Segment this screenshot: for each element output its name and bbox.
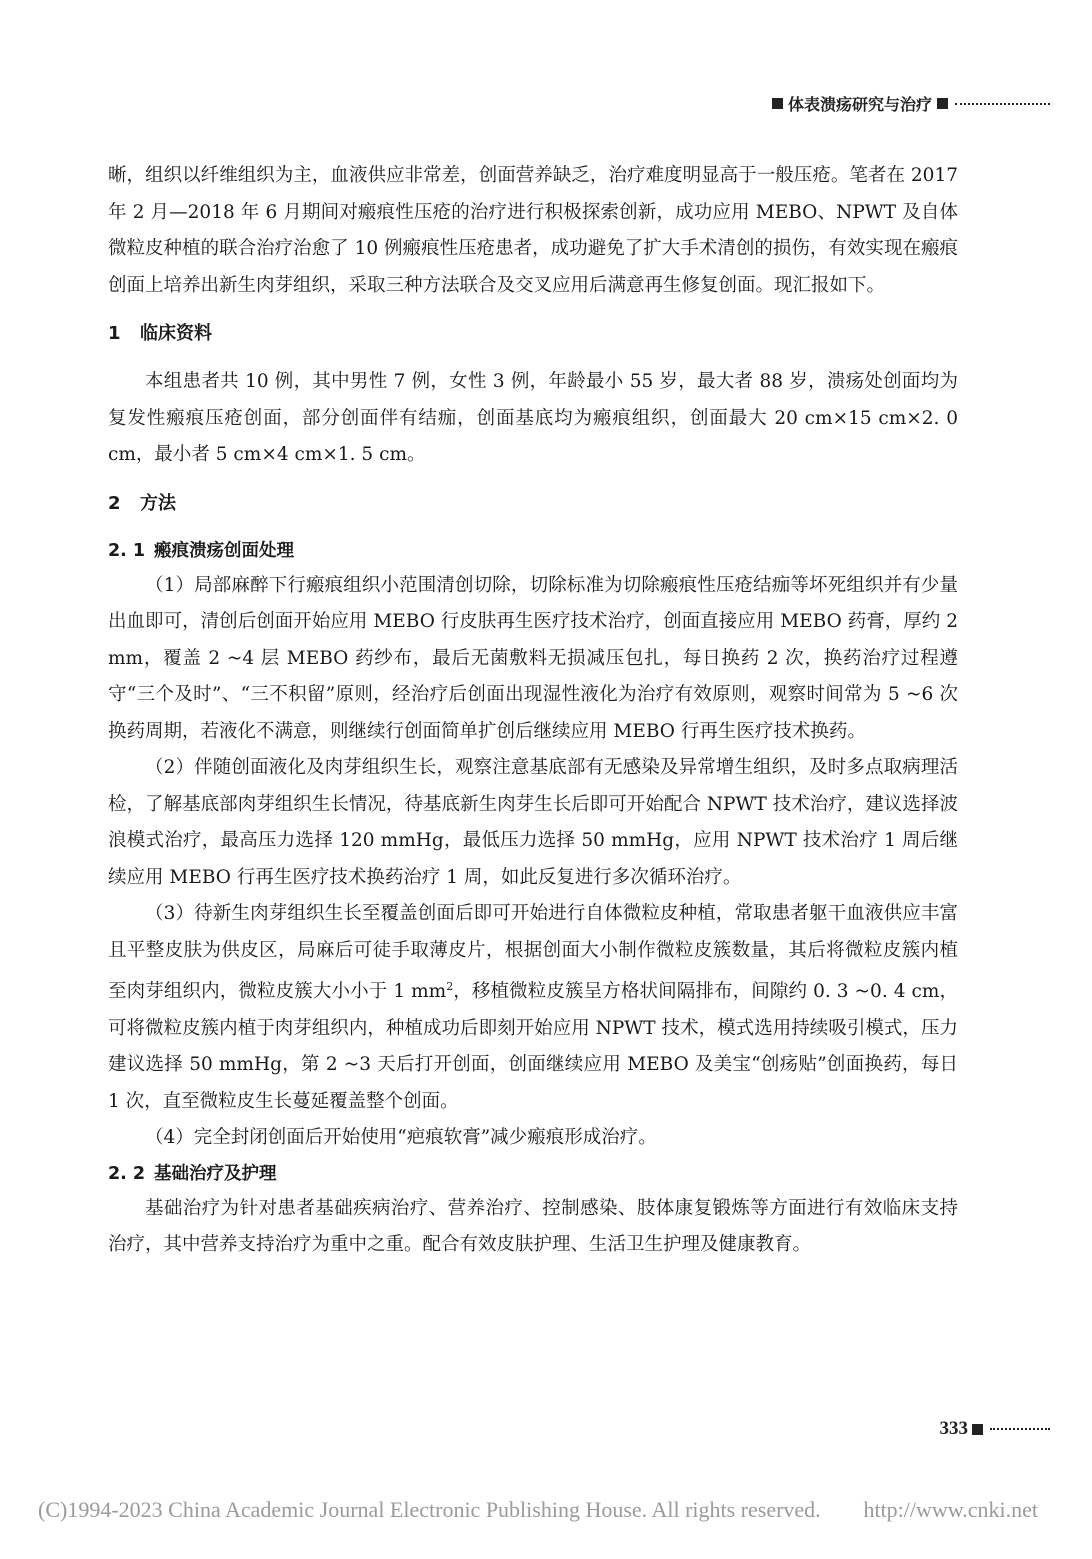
copyright-watermark [38, 1497, 1038, 1523]
method-paragraph-1: （1）局部麻醉下行瘢痕组织小范围清创切除，切除标准为切除瘢痕性压疮结痂等坏死组织并有少量出血即可，清创后创面开始应用 MEBO 行皮肤再生医疗技术治疗，创面直接应用 MEBO 药膏，厚约 2 mm，覆盖 2 ~4 层 MEBO 药纱布，最后无菌敷料无损减压包扎，每日换药 2 次，换药治疗过程遵守“三个及时”、“三不积留”原则，经治疗后创面出现湿性液化为治疗有效原则，观察时间常为 5 ~6 次换药周期，若液化不满意，则继续行创面简单扩创后继续应用 MEBO 行再生医疗技术换药。 [108, 574, 958, 742]
copyright-text: (C)1994-2023 China Academic Journal Electronic Publishing House. All rights reserved. [38, 1497, 821, 1522]
subsection-title: 基础治疗及护理 [154, 1163, 277, 1184]
section-number: 1 [108, 323, 121, 344]
cnki-url: http://www.cnki.net [863, 1497, 1038, 1522]
running-header [767, 92, 1050, 115]
method-paragraph-3-part-b: ，移植微粒皮簇呈方格状间隔排布，间隙约 0. 3 ~0. 4 cm，可将微粒皮簇内植于肉芽组织内，种植成功后即刻开始应用 NPWT 技术，模式选用持续吸引模式，压力建议选择 50 mmHg，第 2 ~3 天后打开创面，创面继续应用 MEBO 及美宝“创疡贴”创面换药，每日 1 次，直至微粒皮生长蔓延覆盖整个创面。 [108, 981, 958, 1112]
square-bullet-icon [972, 1424, 983, 1435]
section-number: 2 [108, 492, 121, 514]
subsection-heading-wound-treatment [108, 534, 958, 568]
clinical-data-paragraph: 本组患者共 10 例，其中男性 7 例，女性 3 例，年龄最小 55 岁，最大者 88 岁，溃疡处创面均为复发性瘢痕压疮创面，部分创面伴有结痂，创面基底均为瘢痕组织，创面最大 20 cm×15 cm×2. 0 cm，最小者 5 cm×4 cm×1. 5 cm。 [108, 371, 958, 465]
subsection-title: 瘢痕溃疡创面处理 [154, 540, 294, 561]
article-body [108, 158, 958, 1264]
method-paragraph-3-part-a: （3）待新生肉芽组织生长至覆盖创面后即可开始进行自体微粒皮种植，常取患者躯干血液供应丰富且平整皮肤为供皮区，局麻后可徒手取薄皮片，根据创面大小制作微粒皮簇数量，其后将微粒皮簇内植至肉芽组织内，微粒皮簇大小小于 1 mm [108, 903, 958, 1003]
section-heading-clinical-data [108, 316, 958, 352]
intro-paragraph: 晰，组织以纤维组织为主，血液供应非常差，创面营养缺乏，治疗难度明显高于一般压疮。笔者在 2017 年 2 月—2018 年 6 月期间对瘢痕性压疮的治疗进行积极探索创新，成功应用 MEBO、NPWT 及自体微粒皮种植的联合治疗治愈了 10 例瘢痕性压疮患者，成功避免了扩大手术清创的损伤，有效实现在瘢痕创面上培养出新生肉芽组织，采取三种方法联合及交叉应用后满意再生修复创面。现汇报如下。 [108, 165, 958, 296]
subsection-number: 2. 1 [108, 540, 146, 561]
method-paragraph-2: （2）伴随创面液化及肉芽组织生长，观察注意基底部有无感染及异常增生组织，及时多点取病理活检，了解基底部肉芽组织生长情况，待基底新生肉芽生长后即可开始配合 NPWT 技术治疗，建议选择波浪模式治疗，最高压力选择 120 mmHg，最低压力选择 50 mmHg，应用 NPWT 技术治疗 1 周后继续应用 MEBO 行再生医疗技术换药治疗 1 周，如此反复进行多次循环治疗。 [108, 757, 958, 888]
square-bullet-icon [937, 98, 948, 109]
method-paragraph-4: （4）完全封闭创面后开始使用“疤痕软膏”减少瘢痕形成治疗。 [145, 1127, 657, 1149]
journal-section-title: 体表溃疡研究与治疗 [787, 95, 932, 114]
dotted-rule [990, 1428, 1050, 1430]
section-title: 方法 [140, 492, 176, 514]
dotted-rule [955, 103, 1050, 105]
subsection-number: 2. 2 [108, 1163, 146, 1184]
page-number-footer [940, 1418, 1051, 1440]
section-title: 临床资料 [140, 323, 212, 344]
basic-care-paragraph: 基础治疗为针对患者基础疾病治疗、营养治疗、控制感染、肢体康复锻炼等方面进行有效临床支持治疗，其中营养支持治疗为重中之重。配合有效皮肤护理、生活卫生护理及健康教育。 [108, 1197, 958, 1256]
section-heading-methods [108, 486, 958, 522]
square-bullet-icon [772, 98, 783, 109]
method-paragraph-3 [108, 896, 958, 1120]
subsection-heading-basic-care [108, 1157, 958, 1191]
page-number: 333 [939, 1418, 968, 1439]
superscript-2: 2 [446, 980, 454, 993]
